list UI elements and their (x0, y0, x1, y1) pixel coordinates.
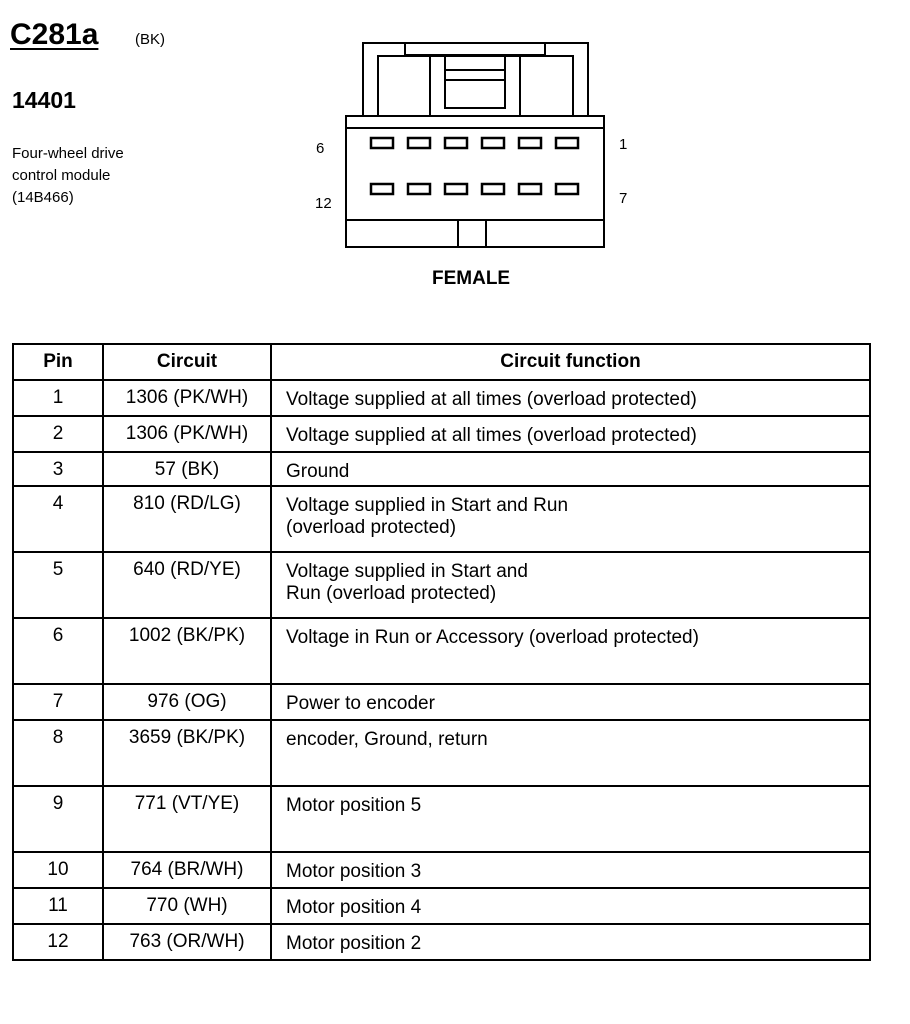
table-row (13, 888, 870, 924)
circuit-function-line: Voltage supplied in Start and (286, 561, 528, 582)
pin-number: 8 (13, 720, 103, 786)
part-number: 14401 (12, 87, 76, 113)
circuit-function-line: encoder, Ground, return (286, 729, 488, 750)
table-header-row (13, 344, 870, 380)
pin-number: 1 (13, 380, 103, 416)
circuit-function-line: Ground (286, 461, 350, 482)
table-row (13, 486, 870, 552)
pin-cavity (371, 138, 393, 148)
pin-number: 12 (13, 924, 103, 960)
circuit-function (271, 552, 870, 618)
connector-color: (BK) (135, 31, 165, 48)
connector-diagram (340, 38, 615, 253)
circuit-function (271, 924, 870, 960)
circuit-code: 763 (OR/WH) (103, 924, 271, 960)
table-row (13, 552, 870, 618)
table-row (13, 416, 870, 452)
pin-cavity (556, 184, 578, 194)
pin-number: 10 (13, 852, 103, 888)
circuit-function-line: (overload protected) (286, 517, 457, 538)
header-pin: Pin (13, 344, 103, 380)
circuit-function-line: Motor position 3 (286, 861, 422, 882)
circuit-function-line: Run (overload protected) (286, 583, 497, 604)
pin-table (12, 343, 871, 961)
connector-latch-tab (405, 43, 545, 55)
pin-cavity (556, 138, 578, 148)
circuit-function (271, 888, 870, 924)
circuit-function (271, 416, 870, 452)
pin-label-top-left: 6 (316, 140, 325, 157)
circuit-function (271, 452, 870, 486)
pin-cavity (371, 184, 393, 194)
circuit-function (271, 618, 870, 684)
circuit-function (271, 486, 870, 552)
pin-cavity (519, 138, 541, 148)
pin-cavity (445, 138, 467, 148)
description-line: Four-wheel drive (12, 145, 124, 162)
circuit-function-line: Voltage in Run or Accessory (overload protected) (286, 627, 699, 648)
circuit-function (271, 852, 870, 888)
table-row (13, 684, 870, 720)
circuit-code: 976 (OG) (103, 684, 271, 720)
circuit-code: 1002 (BK/PK) (103, 618, 271, 684)
table-row (13, 618, 870, 684)
pin-number: 7 (13, 684, 103, 720)
header-function: Circuit function (271, 344, 870, 380)
circuit-function (271, 720, 870, 786)
table-row (13, 452, 870, 486)
pin-cavity (408, 184, 430, 194)
circuit-function-line: Voltage supplied in Start and Run (286, 495, 569, 516)
circuit-function-line: Motor position 2 (286, 933, 422, 954)
circuit-function (271, 380, 870, 416)
pin-label-top-right: 1 (619, 136, 628, 153)
circuit-function-line: Power to encoder (286, 693, 435, 714)
pin-number: 11 (13, 888, 103, 924)
pin-cavity (408, 138, 430, 148)
pin-label-bottom-right: 7 (619, 190, 628, 207)
connector-id: C281a (10, 18, 99, 51)
pin-number: 4 (13, 486, 103, 552)
description-line: (14B466) (12, 189, 74, 206)
circuit-code: 1306 (PK/WH) (103, 380, 271, 416)
pin-cavity (445, 184, 467, 194)
table-row (13, 786, 870, 852)
circuit-function-line: Motor position 4 (286, 897, 422, 918)
circuit-code: 770 (WH) (103, 888, 271, 924)
pin-number: 6 (13, 618, 103, 684)
pin-cavity (482, 138, 504, 148)
circuit-code: 764 (BR/WH) (103, 852, 271, 888)
circuit-function-line: Voltage supplied at all times (overload protected) (286, 389, 697, 410)
circuit-function (271, 786, 870, 852)
circuit-code: 771 (VT/YE) (103, 786, 271, 852)
description-line: control module (12, 167, 111, 184)
header-circuit: Circuit (103, 344, 271, 380)
circuit-code: 1306 (PK/WH) (103, 416, 271, 452)
module-description (12, 143, 124, 209)
pin-number: 3 (13, 452, 103, 486)
circuit-code: 810 (RD/LG) (103, 486, 271, 552)
table-row (13, 852, 870, 888)
circuit-code: 640 (RD/YE) (103, 552, 271, 618)
table-row (13, 380, 870, 416)
circuit-code: 3659 (BK/PK) (103, 720, 271, 786)
pin-number: 9 (13, 786, 103, 852)
circuit-function-line: Motor position 5 (286, 795, 422, 816)
pin-cavity (482, 184, 504, 194)
pin-label-bottom-left: 12 (315, 195, 332, 212)
connector-gender: FEMALE (432, 268, 511, 289)
table-row (13, 924, 870, 960)
connector-body (346, 116, 604, 247)
pin-number: 5 (13, 552, 103, 618)
connector-latch-window (445, 56, 505, 108)
circuit-function-line: Voltage supplied at all times (overload protected) (286, 425, 697, 446)
pin-number: 2 (13, 416, 103, 452)
circuit-function (271, 684, 870, 720)
table-row (13, 720, 870, 786)
pin-cavity (519, 184, 541, 194)
circuit-code: 57 (BK) (103, 452, 271, 486)
